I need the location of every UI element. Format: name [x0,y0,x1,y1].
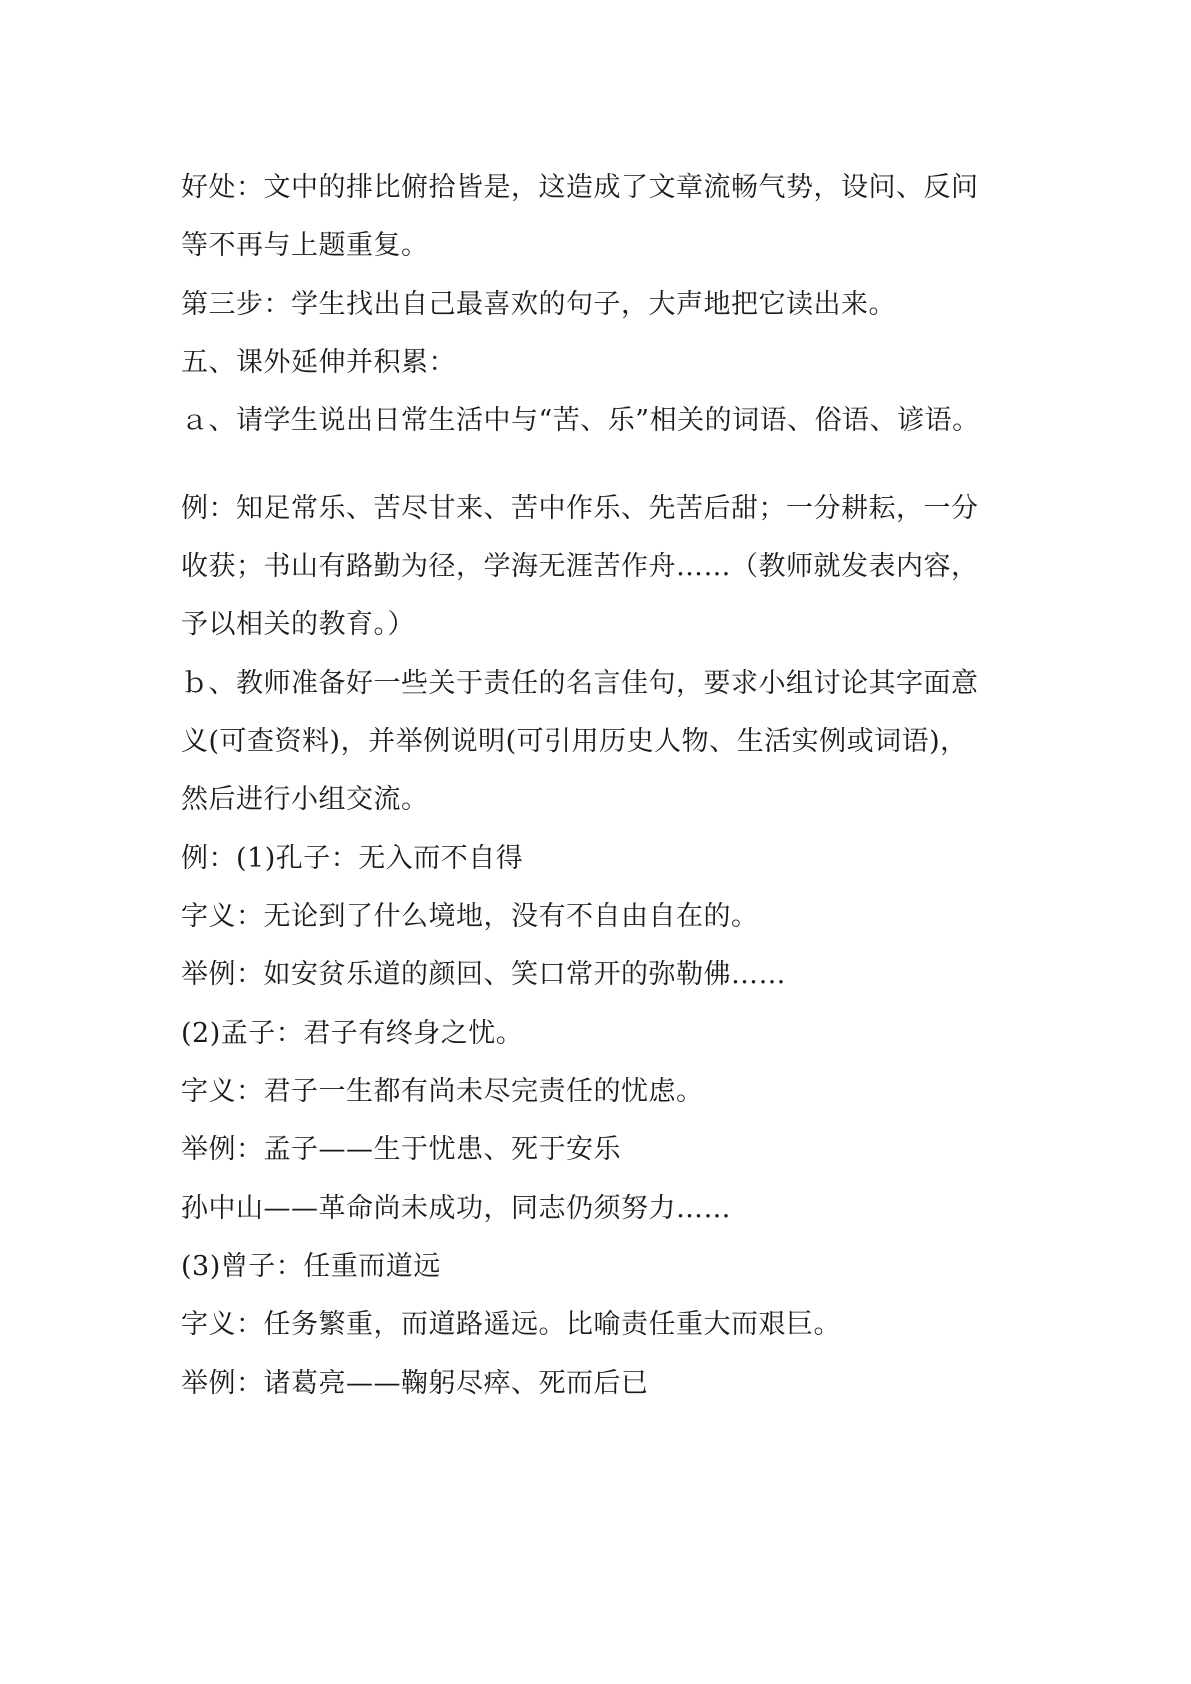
text-line: 义(可查资料)，并举例说明(可引用历史人物、生活实例或词语)， [181,726,968,757]
text-line: 例：知足常乐、苦尽甘来、苦中作乐、先苦后甜；一分耕耘，一分 [181,493,979,524]
text-line: ａ、请学生说出日常生活中与“苦、乐”相关的词语、俗语、谚语。 [181,405,980,436]
text-line: 好处：文中的排比俯拾皆是，这造成了文章流畅气势，设问、反问 [181,172,979,203]
text-line: (3)曾子：任重而道远 [181,1251,441,1282]
text-line: 然后进行小组交流。 [181,784,429,815]
text-line: 予以相关的教育。） [181,609,415,640]
text-line: 字义：无论到了什么境地，没有不自由自在的。 [181,901,759,932]
text-line: (2)孟子：君子有终身之忧。 [181,1018,524,1049]
text-line: 举例：诸葛亮——鞠躬尽瘁、死而后已 [181,1368,649,1399]
text-line: 第三步：学生找出自己最喜欢的句子，大声地把它读出来。 [181,289,896,320]
section-heading: 五、课外延伸并积累： [181,347,456,378]
text-line: 等不再与上题重复。 [181,230,429,261]
text-line: ｂ、教师准备好一些关于责任的名言佳句，要求小组讨论其字面意 [181,668,979,699]
text-line: 举例：如安贫乐道的颜回、笑口常开的弥勒佛…… [181,959,786,990]
text-line: 收获；书山有路勤为径，学海无涯苦作舟……（教师就发表内容， [181,551,979,582]
text-line: 孙中山——革命尚未成功，同志仍须努力…… [181,1193,731,1224]
text-line: 字义：君子一生都有尚未尽完责任的忧虑。 [181,1076,704,1107]
text-line: 字义：任务繁重，而道路遥远。比喻责任重大而艰巨。 [181,1309,841,1340]
text-line: 例：(1)孔子：无入而不自得 [181,843,524,874]
text-line: 举例：孟子——生于忧患、死于安乐 [181,1134,621,1165]
